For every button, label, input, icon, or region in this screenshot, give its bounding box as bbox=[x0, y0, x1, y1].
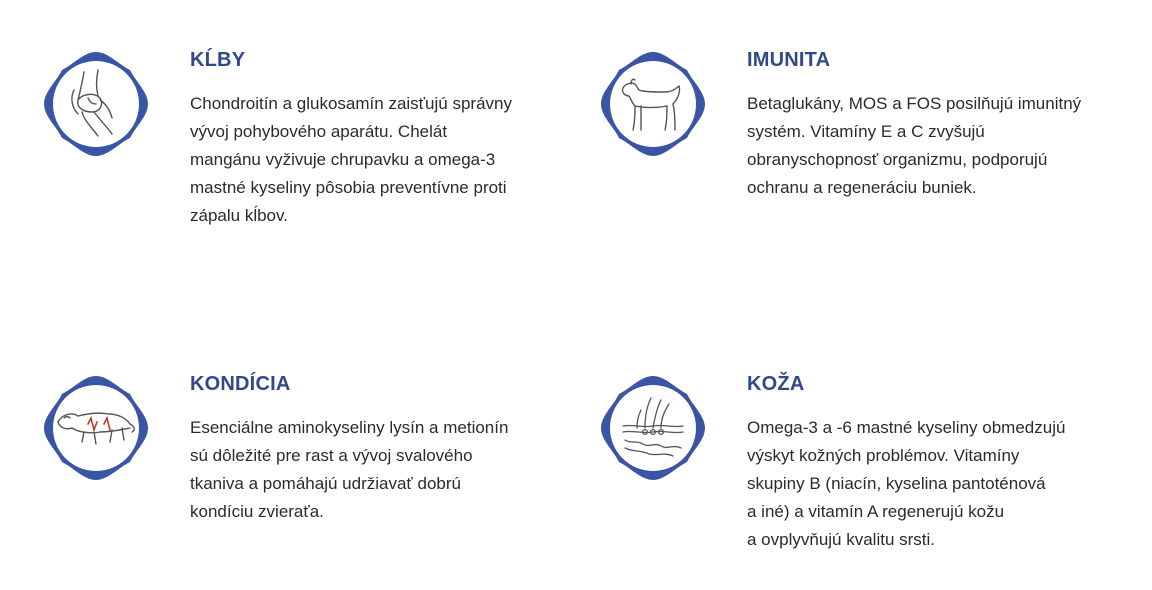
badge-immunity bbox=[595, 46, 711, 162]
muscle-dog-icon bbox=[38, 370, 154, 486]
badge-skin bbox=[595, 370, 711, 486]
feature-title-skin: KOŽA bbox=[747, 373, 805, 395]
feature-condition bbox=[38, 370, 558, 590]
feature-skin bbox=[595, 370, 1115, 590]
feature-title-immunity: IMUNITA bbox=[747, 49, 831, 71]
dog-icon bbox=[595, 46, 711, 162]
feature-title-joints: KĹBY bbox=[190, 49, 246, 71]
skin-hair-icon bbox=[595, 370, 711, 486]
feature-joints bbox=[38, 46, 558, 266]
badge-condition bbox=[38, 370, 154, 486]
feature-text-condition: Esenciálne aminokyseliny lysín a metionín sú dôležité pre rast a vývoj svalového tkaniva a pomáhajú udržiavať dobrú kondíciu zvieraťa. bbox=[190, 418, 509, 521]
badge-joints bbox=[38, 46, 154, 162]
knee-joint-icon bbox=[38, 46, 154, 162]
feature-text-skin: Omega-3 a -6 mastné kyseliny obmedzujú výskyt kožných problémov. Vitamíny skupiny B (niacín, kyselina pantoténová a iné) a vitamín A regenerujú kožu a ovplyvňujú kvalitu srsti. bbox=[747, 418, 1066, 549]
feature-title-condition: KONDÍCIA bbox=[190, 373, 291, 395]
feature-text-joints: Chondroitín a glukosamín zaisťujú správny vývoj pohybového aparátu. Chelát mangánu vyživuje chrupavku a omega-3 mastné kyseliny pôsobia preventívne proti zápalu kĺbov. bbox=[190, 94, 512, 225]
feature-text-immunity: Betaglukány, MOS a FOS posilňujú imunitný systém. Vitamíny E a C zvyšujú obranyschopnosť organizmu, podporujú ochranu a regeneráciu buniek. bbox=[747, 94, 1082, 197]
feature-immunity bbox=[595, 46, 1115, 266]
